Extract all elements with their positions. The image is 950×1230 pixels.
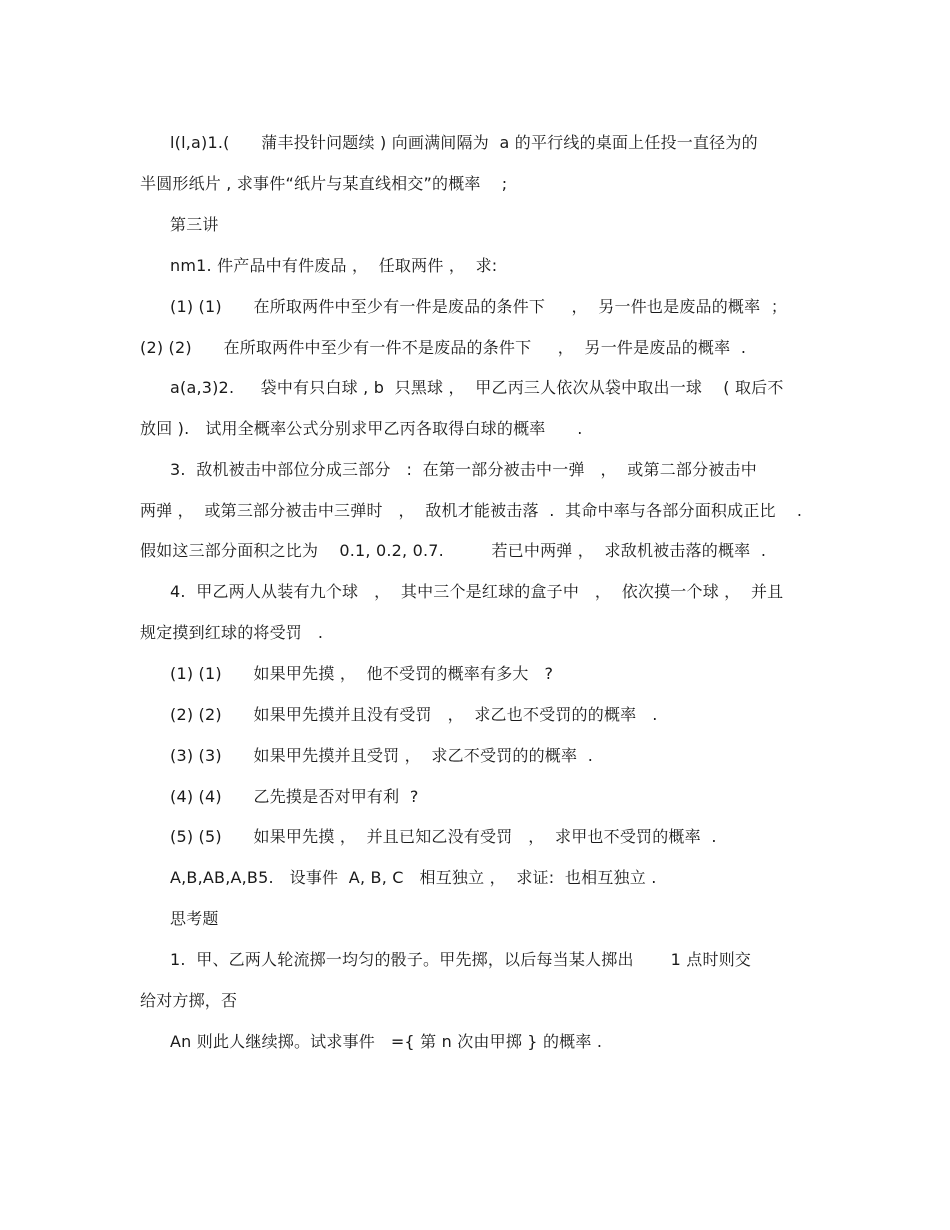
section-heading-2: 思考题 xyxy=(170,909,219,928)
text-line-2: 半圆形纸片 , 求事件“纸片与某直线相交”的概率 ; xyxy=(140,174,508,193)
section-heading: 第三讲 xyxy=(170,215,219,234)
text-line-6: (2) (2) 在所取两件中至少有一件不是废品的条件下 ， 另一件是废品的概率 . xyxy=(140,338,747,357)
text-line-15: (2) (2) 如果甲先摸并且没有受罚 ， 求乙也不受罚的的概率 . xyxy=(170,705,658,724)
text-line-13: 规定摸到红球的将受罚 . xyxy=(140,623,324,642)
text-line-5: (1) (1) 在所取两件中至少有一件是废品的条件下 ， 另一件也是废品的概率 ； xyxy=(170,297,788,316)
text-line-9: 3. 敌机被击中部位分成三部分 : 在第一部分被击中一弹 ， 或第二部分被击中 xyxy=(170,460,757,479)
text-line-22: 给对方掷，否 xyxy=(140,991,238,1010)
text-line-14: (1) (1) 如果甲先摸 ， 他不受罚的概率有多大 ? xyxy=(170,664,554,683)
text-line-16: (3) (3) 如果甲先摸并且受罚 ， 求乙不受罚的的概率 . xyxy=(170,746,594,765)
text-line-23: An 则此人继续掷。试求事件 ={ 第 n 次由甲掷 } 的概率 . xyxy=(170,1032,603,1051)
text-line-17: (4) (4) 乙先摸是否对甲有利 ? xyxy=(170,787,419,806)
text-line-4: nm1. 件产品中有件废品 ， 任取两件 ， 求: xyxy=(170,256,498,275)
text-line-18: (5) (5) 如果甲先摸 ， 并且已知乙没有受罚 ， 求甲也不受罚的概率 . xyxy=(170,827,717,846)
text-line-19: A,B,AB,A,B5. 设事件 A, B, C 相互独立 ， 求证: 也相互独立 . xyxy=(170,868,657,887)
text-line-7: a(a,3)2. 袋中有只白球 , b 只黑球 ， 甲乙丙三人依次从袋中取出一球 ( 取后不 xyxy=(170,378,784,397)
text-line-10: 两弹 ， 或第三部分被击中三弹时 ， 敌机才能被击落 . 其命中率与各部分面积成正比 . xyxy=(140,501,803,520)
text-line-11: 假如这三部分面积之比为 0.1, 0.2, 0.7. 若已中两弹 ， 求敌机被击落的概率 . xyxy=(140,541,767,560)
text-line-1: l(l,a)1.( 蒲丰投针问题续 ) 向画满间隔为 a 的平行线的桌面上任投一直径为的 xyxy=(170,133,758,152)
text-line-8: 放回 ). 试用全概率公式分别求甲乙丙各取得白球的概率 . xyxy=(140,419,583,438)
text-line-12: 4. 甲乙两人从装有九个球 ， 其中三个是红球的盒子中 ， 依次摸一个球 ， 并且 xyxy=(170,582,784,601)
text-line-21: 1. 甲、乙两人轮流掷一均匀的骰子。甲先掷，以后每当某人掷出 1 点时则交 xyxy=(170,950,752,969)
